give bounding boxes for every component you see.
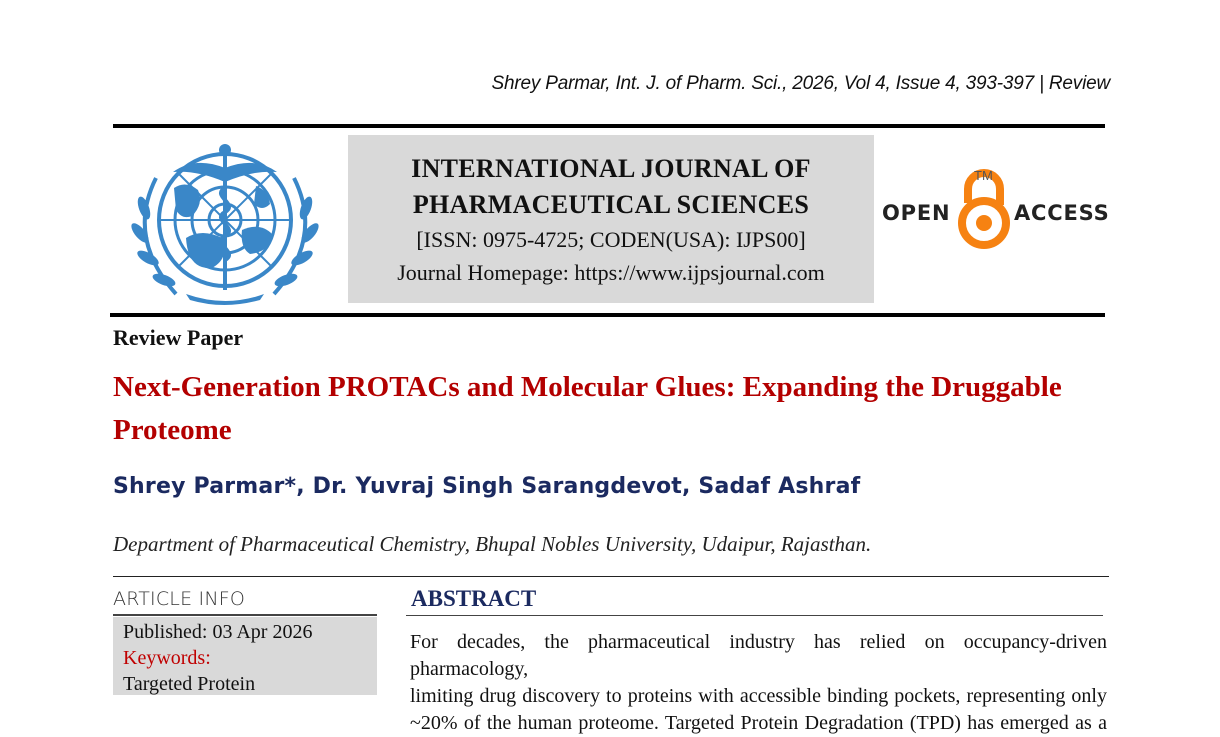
affiliation: Department of Pharmaceutical Chemistry, Bhupal Nobles University, Udaipur, Rajasthan. [113, 532, 872, 556]
journal-homepage: Journal Homepage: https://www.ijpsjournal.com [397, 260, 825, 285]
header-bottom-rule [110, 313, 1105, 317]
open-access-badge [880, 165, 1110, 255]
section-divider [113, 576, 1109, 577]
author-list: Shrey Parmar*, Dr. Yuvraj Singh Sarangdevot, Sadaf Ashraf [113, 474, 861, 499]
paper-title: Next-Generation PROTACs and Molecular Glues: Expanding the Druggable Proteome [113, 371, 1062, 446]
abstract-rule [406, 615, 1103, 616]
journal-title-line2: PHARMACEUTICAL SCIENCES [412, 190, 810, 219]
open-label: OPEN [882, 201, 951, 225]
article-info-box [113, 617, 377, 695]
keywords-label: Keywords: [123, 647, 211, 669]
globe-caduceus-laurel-icon [126, 138, 324, 306]
abstract-heading: ABSTRACT [411, 586, 537, 611]
issn-coden: [ISSN: 0975-4725; CODEN(USA): IJPS00] [416, 227, 806, 252]
article-info-heading: ARTICLE INFO [113, 588, 246, 610]
access-label: ACCESS [1014, 201, 1110, 225]
article-info-rule [113, 614, 377, 616]
abstract-line: ~20% of the human proteome. Targeted Protein Degradation (TPD) has emerged as a [410, 712, 1107, 734]
trademark-label: TM [974, 168, 993, 183]
keyword-item: Targeted Protein [123, 673, 256, 695]
journal-masthead [348, 135, 874, 303]
paper-type: Review Paper [113, 325, 244, 350]
abstract-line: limiting drug discovery to proteins with accessible binding pockets, representing only [410, 685, 1107, 707]
published-date: Published: 03 Apr 2026 [123, 621, 313, 643]
journal-logo [126, 138, 324, 306]
abstract-body [410, 629, 1107, 737]
journal-title-line1: INTERNATIONAL JOURNAL OF [411, 154, 811, 183]
header-top-rule [113, 124, 1105, 128]
running-head: Shrey Parmar, Int. J. of Pharm. Sci., 2026, Vol 4, Issue 4, 393-397 | Review [491, 73, 1110, 94]
abstract-line: For decades, the pharmaceutical industry has relied on occupancy-driven pharmacology, [410, 631, 1107, 680]
